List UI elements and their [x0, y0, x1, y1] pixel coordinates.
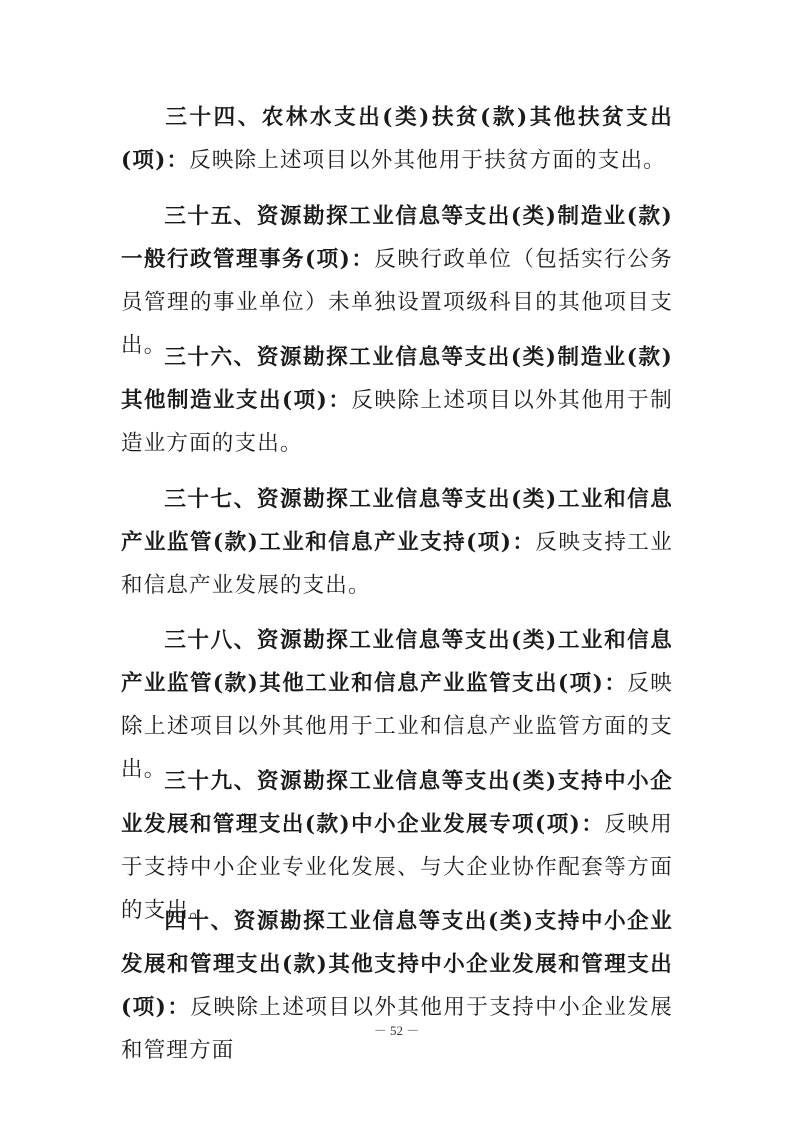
paragraph-heading: 三十八、资源勘探工业信息等支出(类)工业和信息产业监管(款)其他工业和信息产业监管支出(项)：	[121, 628, 673, 696]
paragraph-body: 反映除上述项目以外其他用于工业和信息产业监管方面的支出。	[121, 671, 673, 782]
paragraph-heading: 三十七、资源勘探工业信息等支出(类)工业和信息产业监管(款)工业和信息产业支持(项)：	[121, 487, 673, 555]
paragraph-heading: 三十九、资源勘探工业信息等支出(类)支持中小企业发展和管理支出(款)中小企业发展专项(项)：	[121, 769, 673, 837]
paragraph-34	[121, 96, 673, 182]
paragraph-37	[121, 478, 673, 607]
paragraph-heading: 三十四、农林水支出(类)扶贫(款)其他扶贫支出(项)：	[121, 105, 673, 173]
paragraph-body: 反映用于支持中小企业专业化发展、与大企业协作配套等方面的支出。	[121, 812, 673, 923]
paragraph-36	[121, 336, 673, 465]
paragraph-heading: 三十六、资源勘探工业信息等支出(类)制造业(款)其他制造业支出(项)：	[121, 345, 673, 413]
paragraph-40	[121, 900, 673, 1072]
paragraph-body: 反映除上述项目以外其他用于支持中小企业发展和管理方面	[121, 995, 673, 1063]
paragraph-heading: 三十五、资源勘探工业信息等支出(类)制造业(款)一般行政管理事务(项)：	[121, 204, 673, 272]
paragraph-body: 反映除上述项目以外其他用于制造业方面的支出。	[121, 388, 673, 456]
paragraph-heading: 四十、资源勘探工业信息等支出(类)支持中小企业发展和管理支出(款)其他支持中小企业发展和管理支出(项)：	[121, 909, 673, 1020]
paragraph-body: 反映除上述项目以外其他用于扶贫方面的支出。	[189, 148, 666, 173]
paragraph-body: 反映支持工业和信息产业发展的支出。	[121, 530, 673, 598]
page-number: － 52 －	[373, 1023, 420, 1038]
paragraph-body: 反映行政单位（包括实行公务员管理的事业单位）未单独设置项级科目的其他项目支出。	[121, 247, 673, 358]
